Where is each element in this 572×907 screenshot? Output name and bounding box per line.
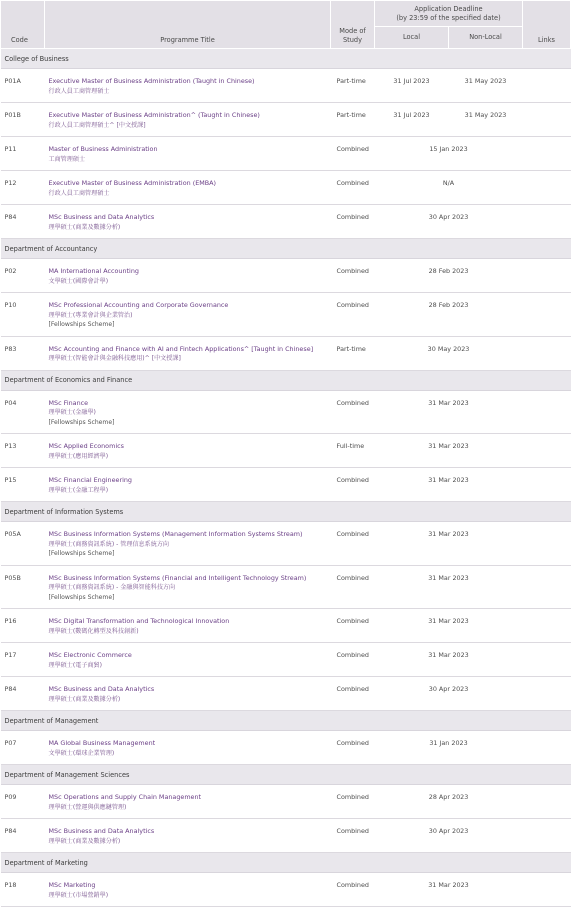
- programme-code: P01B: [1, 103, 45, 137]
- table-row: [1, 205, 571, 239]
- table-row: [1, 171, 571, 205]
- programme-title-link[interactable]: MSc Professional Accounting and Corporate Governance: [48, 301, 229, 309]
- programme-code: P10: [1, 293, 45, 337]
- programme-title-link[interactable]: Executive Master of Business Administration^ (Taught in Chinese): [48, 111, 260, 119]
- section-header-row: [1, 370, 571, 390]
- table-row: [1, 468, 571, 502]
- section-name: Department of Accountancy: [1, 239, 571, 259]
- programme-title-chinese-link[interactable]: 文學碩士(國際會計學): [48, 277, 109, 285]
- table-row: [1, 731, 571, 765]
- programme-title-cell: [45, 565, 331, 609]
- links-cell: [523, 259, 571, 293]
- application-deadline: 31 Mar 2023: [375, 434, 523, 468]
- table-row: [1, 643, 571, 677]
- links-cell: [523, 643, 571, 677]
- links-cell: [523, 205, 571, 239]
- programme-title-link[interactable]: MSc Applied Economics: [48, 442, 124, 450]
- programme-title-chinese-link[interactable]: 理學碩士(應用經濟學): [48, 452, 109, 460]
- header-programme-title: Programme Title: [45, 1, 331, 49]
- application-deadline: 31 Mar 2023: [375, 609, 523, 643]
- links-cell: [523, 731, 571, 765]
- programme-title-cell: [45, 434, 331, 468]
- programme-title-chinese-link[interactable]: 理學碩士(商務資訊系統) - 管理信息系統方向: [48, 540, 170, 548]
- application-deadline: 30 May 2023: [375, 336, 523, 370]
- programme-code: P16: [1, 609, 45, 643]
- table-row: [1, 137, 571, 171]
- programme-title-cell: [45, 259, 331, 293]
- programme-title-cell: [45, 69, 331, 103]
- application-deadline: 31 Mar 2023: [375, 643, 523, 677]
- mode-of-study: Full-time: [331, 434, 375, 468]
- programme-title-cell: [45, 609, 331, 643]
- links-cell: [523, 609, 571, 643]
- programme-title-cell: [45, 103, 331, 137]
- programme-title-link[interactable]: MSc Operations and Supply Chain Management: [48, 793, 202, 801]
- programme-title-link[interactable]: MSc Business and Data Analytics: [48, 213, 155, 221]
- table-row: [1, 873, 571, 907]
- section-header-row: [1, 853, 571, 873]
- links-cell: [523, 137, 571, 171]
- application-deadline: 31 Mar 2023: [375, 565, 523, 609]
- programme-title-chinese-link[interactable]: 理學碩士(市場營銷學): [48, 891, 109, 899]
- mode-of-study: Combined: [331, 468, 375, 502]
- table-row: [1, 522, 571, 566]
- links-cell: [523, 103, 571, 137]
- programme-title-chinese-link[interactable]: 理學碩士(智能會計與金融科技應用)^ [中文授課]: [48, 355, 181, 362]
- programme-title-link[interactable]: MSc Business Information Systems (Management Information Systems Stream): [48, 530, 303, 538]
- programme-title-cell: [45, 137, 331, 171]
- header-links: Links: [523, 1, 571, 49]
- section-name: College of Business: [1, 49, 571, 69]
- programme-title-chinese-link[interactable]: 理學碩士(營運與供應鏈管理): [48, 803, 127, 811]
- programme-code: P11: [1, 137, 45, 171]
- programme-code: P83: [1, 336, 45, 370]
- application-deadline: 30 Apr 2023: [375, 677, 523, 711]
- mode-of-study: Combined: [331, 609, 375, 643]
- programme-title-cell: [45, 643, 331, 677]
- programme-title-chinese-link[interactable]: 理學碩士(電子商貿): [48, 661, 103, 669]
- table-row: [1, 434, 571, 468]
- programme-title-chinese-link[interactable]: 行政人員工商管理碩士^ [中文授課]: [48, 121, 146, 129]
- links-cell: [523, 468, 571, 502]
- programme-code: P84: [1, 677, 45, 711]
- programme-title-link[interactable]: MSc Marketing: [48, 881, 96, 889]
- programme-title-chinese-link[interactable]: 理學碩士(商業及數據分析): [48, 837, 121, 845]
- application-deadline: N/A: [375, 171, 523, 205]
- table-row: [1, 785, 571, 819]
- programme-title-link[interactable]: MSc Business and Data Analytics: [48, 685, 155, 693]
- mode-of-study: Combined: [331, 785, 375, 819]
- table-row: [1, 609, 571, 643]
- section-header-row: [1, 711, 571, 731]
- programme-title-cell: [45, 785, 331, 819]
- programme-title-link[interactable]: MSc Finance: [48, 398, 89, 407]
- application-deadline: 15 Jan 2023: [375, 137, 523, 171]
- programme-title-chinese-link[interactable]: 行政人員工商管理碩士: [48, 87, 110, 95]
- programme-title-chinese-link[interactable]: 文學碩士(環球企業管理): [48, 749, 115, 757]
- mode-of-study: Combined: [331, 677, 375, 711]
- section-name: Department of Marketing: [1, 853, 571, 873]
- programme-note: [Fellowships Scheme]: [48, 321, 115, 328]
- programme-code: P07: [1, 731, 45, 765]
- programme-title-link[interactable]: MSc Accounting and Finance with AI and Fintech Applications^ [Taught in Chinese]: [48, 344, 314, 353]
- table-row: [1, 819, 571, 853]
- application-deadline: 30 Apr 2023: [375, 205, 523, 239]
- programme-title-chinese-link[interactable]: 理學碩士(金融學): [48, 409, 96, 416]
- table-row: [1, 677, 571, 711]
- application-deadline: 31 Jan 2023: [375, 731, 523, 765]
- programme-note: [Fellowships Scheme]: [48, 550, 115, 557]
- programme-title-link[interactable]: MSc Financial Engineering: [48, 476, 132, 484]
- header-mode-of-study: Mode of Study: [331, 1, 375, 49]
- application-deadline: 28 Apr 2023: [375, 785, 523, 819]
- section-name: Department of Management: [1, 711, 571, 731]
- programme-code: P84: [1, 819, 45, 853]
- table-row: [1, 69, 571, 103]
- application-deadline: 31 Mar 2023: [375, 468, 523, 502]
- links-cell: [523, 336, 571, 370]
- programme-title-link[interactable]: Master of Business Administration: [48, 145, 158, 153]
- programme-title-link[interactable]: MSc Digital Transformation and Technological Innovation: [48, 617, 230, 625]
- programme-title-link[interactable]: MSc Business Information Systems (Financial and Intelligent Technology Stream): [48, 573, 307, 582]
- links-cell: [523, 565, 571, 609]
- programme-code: P09: [1, 785, 45, 819]
- programme-title-cell: [45, 336, 331, 370]
- programme-title-cell: [45, 468, 331, 502]
- programme-title-cell: [45, 873, 331, 907]
- programme-title-cell: [45, 819, 331, 853]
- header-code: Code: [1, 1, 45, 49]
- mode-of-study: Combined: [331, 293, 375, 337]
- programme-title-link[interactable]: MSc Electronic Commerce: [48, 651, 132, 659]
- programme-title-cell: [45, 731, 331, 765]
- table-row: [1, 336, 571, 370]
- programme-title-link[interactable]: MA International Accounting: [48, 267, 139, 275]
- programme-title-chinese-link[interactable]: 理學碩士(專業會計與企業管治): [48, 311, 133, 319]
- programme-title-chinese-link[interactable]: 理學碩士(商務資訊系統) - 金融與智能科技方向: [48, 584, 176, 591]
- mode-of-study: Combined: [331, 137, 375, 171]
- header-deadline-sub: (by 23:59 of the specified date): [396, 13, 501, 22]
- mode-of-study: Combined: [331, 171, 375, 205]
- mode-of-study: Part-time: [331, 69, 375, 103]
- links-cell: [523, 434, 571, 468]
- table-row: [1, 565, 571, 609]
- programme-code: P04: [1, 390, 45, 434]
- links-cell: [523, 873, 571, 907]
- programme-title-link[interactable]: Executive Master of Business Administration (Taught in Chinese): [48, 77, 255, 85]
- programme-title-chinese-link[interactable]: 行政人員工商管理碩士: [48, 189, 110, 197]
- programme-code: P15: [1, 468, 45, 502]
- programme-code: P17: [1, 643, 45, 677]
- deadline-local: 31 Jul 2023: [375, 69, 449, 103]
- links-cell: [523, 785, 571, 819]
- mode-of-study: Part-time: [331, 103, 375, 137]
- links-cell: [523, 171, 571, 205]
- section-header-row: [1, 502, 571, 522]
- application-deadline: 31 Mar 2023: [375, 390, 523, 434]
- programme-title-link[interactable]: MA Global Business Management: [48, 739, 156, 747]
- programme-title-chinese-link[interactable]: 工商管理碩士: [48, 155, 86, 163]
- mode-of-study: Combined: [331, 565, 375, 609]
- links-cell: [523, 390, 571, 434]
- section-name: Department of Management Sciences: [1, 765, 571, 785]
- section-name: Department of Economics and Finance: [1, 370, 571, 390]
- programme-code: P13: [1, 434, 45, 468]
- programme-title-cell: [45, 390, 331, 434]
- mode-of-study: Combined: [331, 205, 375, 239]
- programme-title-cell: [45, 205, 331, 239]
- header-deadline-label: Application Deadline: [414, 4, 483, 13]
- links-cell: [523, 69, 571, 103]
- deadline-non-local: 31 May 2023: [449, 69, 523, 103]
- mode-of-study: Combined: [331, 731, 375, 765]
- mode-of-study: Combined: [331, 873, 375, 907]
- programme-code: P84: [1, 205, 45, 239]
- links-cell: [523, 293, 571, 337]
- programme-title-cell: [45, 677, 331, 711]
- programme-note: [Fellowships Scheme]: [48, 593, 115, 601]
- deadline-non-local: 31 May 2023: [449, 103, 523, 137]
- programme-code: P05A: [1, 522, 45, 566]
- table-row: [1, 103, 571, 137]
- table-row: [1, 293, 571, 337]
- programme-title-chinese-link[interactable]: 理學碩士(商業及數據分析): [48, 223, 121, 231]
- programme-code: P01A: [1, 69, 45, 103]
- mode-of-study: Combined: [331, 643, 375, 677]
- deadline-local: 31 Jul 2023: [375, 103, 449, 137]
- application-deadline: 31 Mar 2023: [375, 522, 523, 566]
- links-cell: [523, 819, 571, 853]
- programme-title-chinese-link[interactable]: 理學碩士(數碼化轉型及科技創新): [48, 627, 139, 635]
- programme-note: [Fellowships Scheme]: [48, 418, 115, 426]
- section-header-row: [1, 239, 571, 259]
- programme-title-chinese-link[interactable]: 理學碩士(商業及數據分析): [48, 695, 121, 703]
- links-cell: [523, 677, 571, 711]
- mode-of-study: Part-time: [331, 336, 375, 370]
- programme-title-link[interactable]: Executive Master of Business Administration (EMBA): [48, 179, 216, 187]
- section-header-row: [1, 765, 571, 785]
- table-row: [1, 259, 571, 293]
- programme-title-link[interactable]: MSc Business and Data Analytics: [48, 827, 155, 835]
- programme-code: P18: [1, 873, 45, 907]
- programme-title-cell: [45, 171, 331, 205]
- programme-code: P12: [1, 171, 45, 205]
- mode-of-study: Combined: [331, 522, 375, 566]
- application-deadline: 28 Feb 2023: [375, 293, 523, 337]
- programme-code: P05B: [1, 565, 45, 609]
- header-application-deadline: [375, 1, 523, 27]
- table-row: [1, 390, 571, 434]
- header-non-local: Non-Local: [449, 27, 523, 49]
- section-name: Department of Information Systems: [1, 502, 571, 522]
- mode-of-study: Combined: [331, 390, 375, 434]
- programme-title-cell: [45, 522, 331, 566]
- programme-code: P02: [1, 259, 45, 293]
- application-deadline: 30 Apr 2023: [375, 819, 523, 853]
- programme-title-cell: [45, 293, 331, 337]
- mode-of-study: Combined: [331, 819, 375, 853]
- application-deadline: 31 Mar 2023: [375, 873, 523, 907]
- programme-title-chinese-link[interactable]: 理學碩士(金融工程學): [48, 486, 109, 494]
- header-local: Local: [375, 27, 449, 49]
- application-deadline: 28 Feb 2023: [375, 259, 523, 293]
- table-body: [1, 49, 571, 907]
- links-cell: [523, 522, 571, 566]
- section-header-row: [1, 49, 571, 69]
- mode-of-study: Combined: [331, 259, 375, 293]
